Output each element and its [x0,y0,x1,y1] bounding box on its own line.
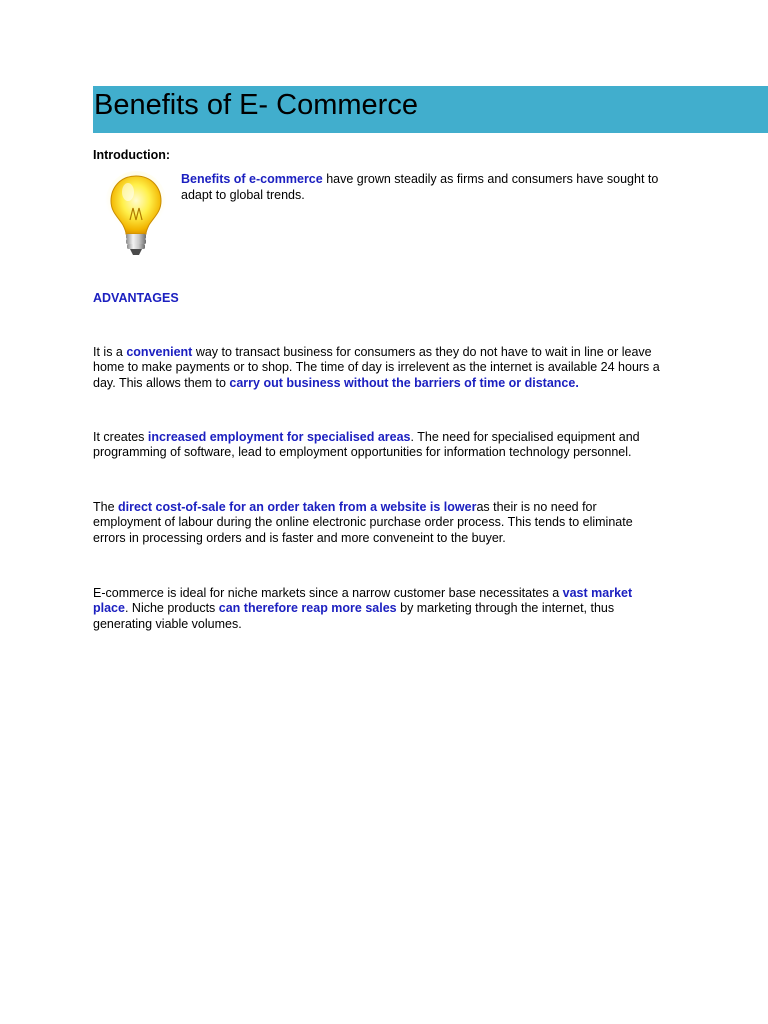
intro-highlight: Benefits of e-commerce [181,172,323,186]
advantage-paragraph-employment [93,430,683,461]
paragraph-text: . Niche products [124,601,219,616]
paragraph-highlight: convenient [126,345,193,359]
paragraph-text: as their is no need for employment of labour during the online electronic purchase order process. This tends to eliminate errors in processing orders and is faster and more conveneint to the buyer. [93,500,633,545]
paragraph-highlight: can therefore reap more sales [218,601,397,616]
paragraph-highlight: increased employment for specialised areas [147,430,411,444]
paragraph-text: . The need for specialised equipment and programming of software, lead to employment opportunities for information technology personnel. [93,430,640,460]
advantage-paragraph-convenience [93,345,683,391]
paragraph-text: way to transact business for consumers as they do not have to wait in line or leave home to make payments or to shop. The time of day is irrelevent as the internet is available 24 hours a day. This allows them to [93,345,660,390]
introduction-paragraph [181,172,691,203]
advantage-paragraph-cost [93,500,633,546]
paragraph-text: It creates [93,430,148,444]
advantage-paragraph-niche [93,586,668,632]
intro-text: have grown steadily as firms and consumers have sought to adapt to global trends. [181,172,659,202]
paragraph-highlight: carry out business without the barriers of time or distance. [229,375,579,390]
paragraph-text: It is a [93,345,127,359]
introduction-label: Introduction: [93,148,171,162]
paragraph-highlight: direct cost-of-sale for an order taken from a website is lower [118,500,477,514]
advantages-heading: ADVANTAGES [93,291,179,305]
title-banner [93,86,768,133]
paragraph-text: by marketing through the internet, thus generating viable volumes. [93,601,615,631]
page-title: Benefits of E- Commerce [94,89,418,121]
paragraph-highlight: vast market place [93,586,633,616]
paragraph-text: E-commerce is ideal for niche markets since a narrow customer base necessitates a [93,586,563,600]
light-bulb-icon [104,170,168,260]
paragraph-text: The [93,500,119,514]
